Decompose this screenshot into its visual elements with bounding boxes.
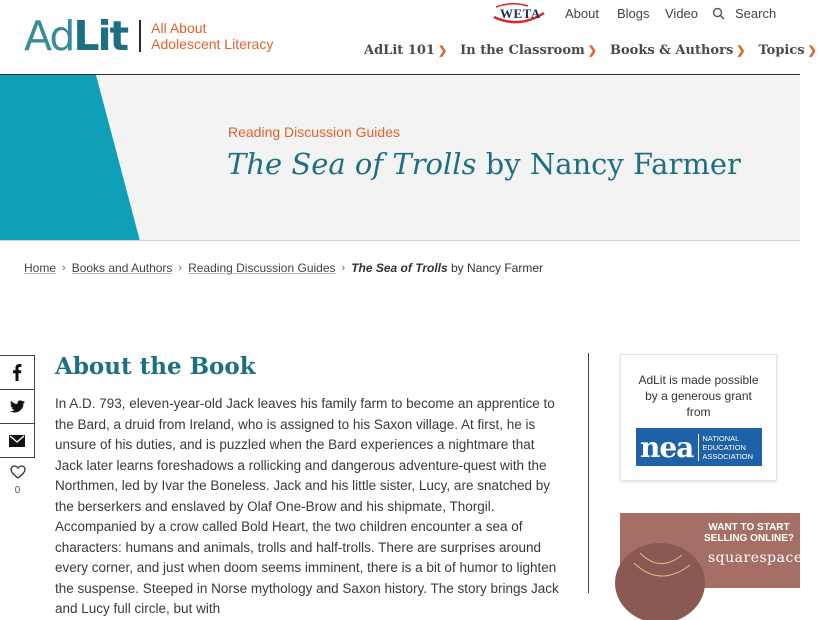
article-paragraph: In A.D. 793, eleven-year-old Jack leaves his family farm to become an apprentice to the Bard, a druid from Ireland, who is assigned to his Saxon village. At first, he is unsure of his duties, and is puzzled when the Bard experiences a nightmare that Jack later learns foreshadows a rollicking and dangerous adventure-quest with the Northmen, led by Ivar the Boneless. Jack and his little sister, Lucy, are snatched by the berserkers and enslaved by Olaf One-Brow and his shipmate, Thorgil. Accompanied by a crow called Bold Heart, the two children encounter a sea of characters: humans and animals, trolls and half-trolls. There are surprises around every corner, and just when doom seems imminent, there is a bit of humor to lighten the suspense. Steeped in Norse mythology and Saxon history. The story brings Jack and Lucy full circle, but with [55,396,559,616]
nea-full-1: NATIONAL [702,433,740,443]
ad-line2: SELLING ONLINE? [704,533,794,544]
email-share-button[interactable] [0,423,35,458]
nea-full-2: EDUCATION [702,442,746,452]
mainnav-label: In the Classroom [460,43,585,58]
mainnav-label: Topics [758,43,805,58]
twitter-share-button[interactable] [0,389,35,424]
chevron-down-icon: ❯ [587,44,597,57]
hero-divider [0,240,800,241]
site-header [0,0,817,75]
twitter-icon [10,400,25,413]
mainnav-topics[interactable] [758,43,816,58]
heart-icon[interactable] [10,465,26,479]
ad-line1: WANT TO START [708,522,790,533]
content-divider [588,353,589,593]
like-widget [0,465,35,496]
nav-search-link[interactable]: Search [735,6,777,21]
title-book: The Sea of Trolls [227,147,477,181]
facebook-share-button[interactable] [0,355,35,390]
adlit-logo[interactable] [24,14,273,58]
weta-text: WETA [500,6,541,21]
chevron-down-icon: ❯ [736,44,746,57]
grant-text: AdLit is made possible by a generous grant from [638,373,759,419]
hero-accent-shape [0,75,150,241]
chevron-right-icon: › [178,262,183,274]
facebook-icon [12,364,22,381]
breadcrumb-current-book: The Sea of Trolls [351,261,448,275]
nea-fullname [698,434,753,461]
email-icon [9,435,25,447]
breadcrumb [24,261,543,275]
title-author: by Nancy Farmer [476,147,741,181]
mainnav-books-authors[interactable] [610,43,746,58]
chevron-down-icon: ❯ [807,44,817,57]
hero-kicker[interactable]: Reading Discussion Guides [228,124,400,140]
nav-about-link[interactable]: About [565,6,599,21]
main-nav [364,43,830,58]
nea-logo[interactable] [636,428,762,466]
breadcrumb-guides[interactable]: Reading Discussion Guides [188,261,336,275]
breadcrumb-current-author: by Nancy Farmer [447,261,544,275]
like-count: 0 [14,485,21,496]
mainnav-label: AdLit 101 [364,43,435,58]
section-heading: About the Book [55,353,256,380]
ad-brand: squarespace [708,550,803,566]
mainnav-label: Books & Authors [609,43,734,58]
chevron-right-icon: › [62,262,66,274]
hero-banner [0,75,800,241]
nea-full-3: ASSOCIATION [702,451,754,461]
nea-wordmark: nea [640,430,694,464]
grant-card [620,354,777,481]
nav-video-link[interactable]: Video [665,6,699,21]
breadcrumb-home[interactable]: Home [24,261,57,275]
search-icon[interactable] [712,7,725,25]
share-bar [0,355,35,457]
weta-logo[interactable] [492,3,546,25]
tagline-line1: All About [151,20,207,36]
logo-tagline [151,20,273,52]
ad-headline [704,522,794,544]
breadcrumb-books[interactable]: Books and Authors [71,261,173,275]
advertisement[interactable] [620,513,803,588]
logo-divider [139,20,141,52]
mainnav-classroom[interactable] [460,43,597,58]
logo-ad: Ad [24,12,74,60]
page-title [227,147,741,181]
tagline-line2: Adolescent Literacy [151,36,274,52]
nav-blogs-link[interactable]: Blogs [617,6,650,21]
mainnav-adlit101[interactable] [364,43,447,58]
chevron-down-icon: ❯ [437,44,448,57]
breadcrumb-current [351,261,543,275]
article-content [55,353,560,620]
chevron-right-icon: › [341,262,346,274]
logo-lit: Lit [73,12,128,60]
